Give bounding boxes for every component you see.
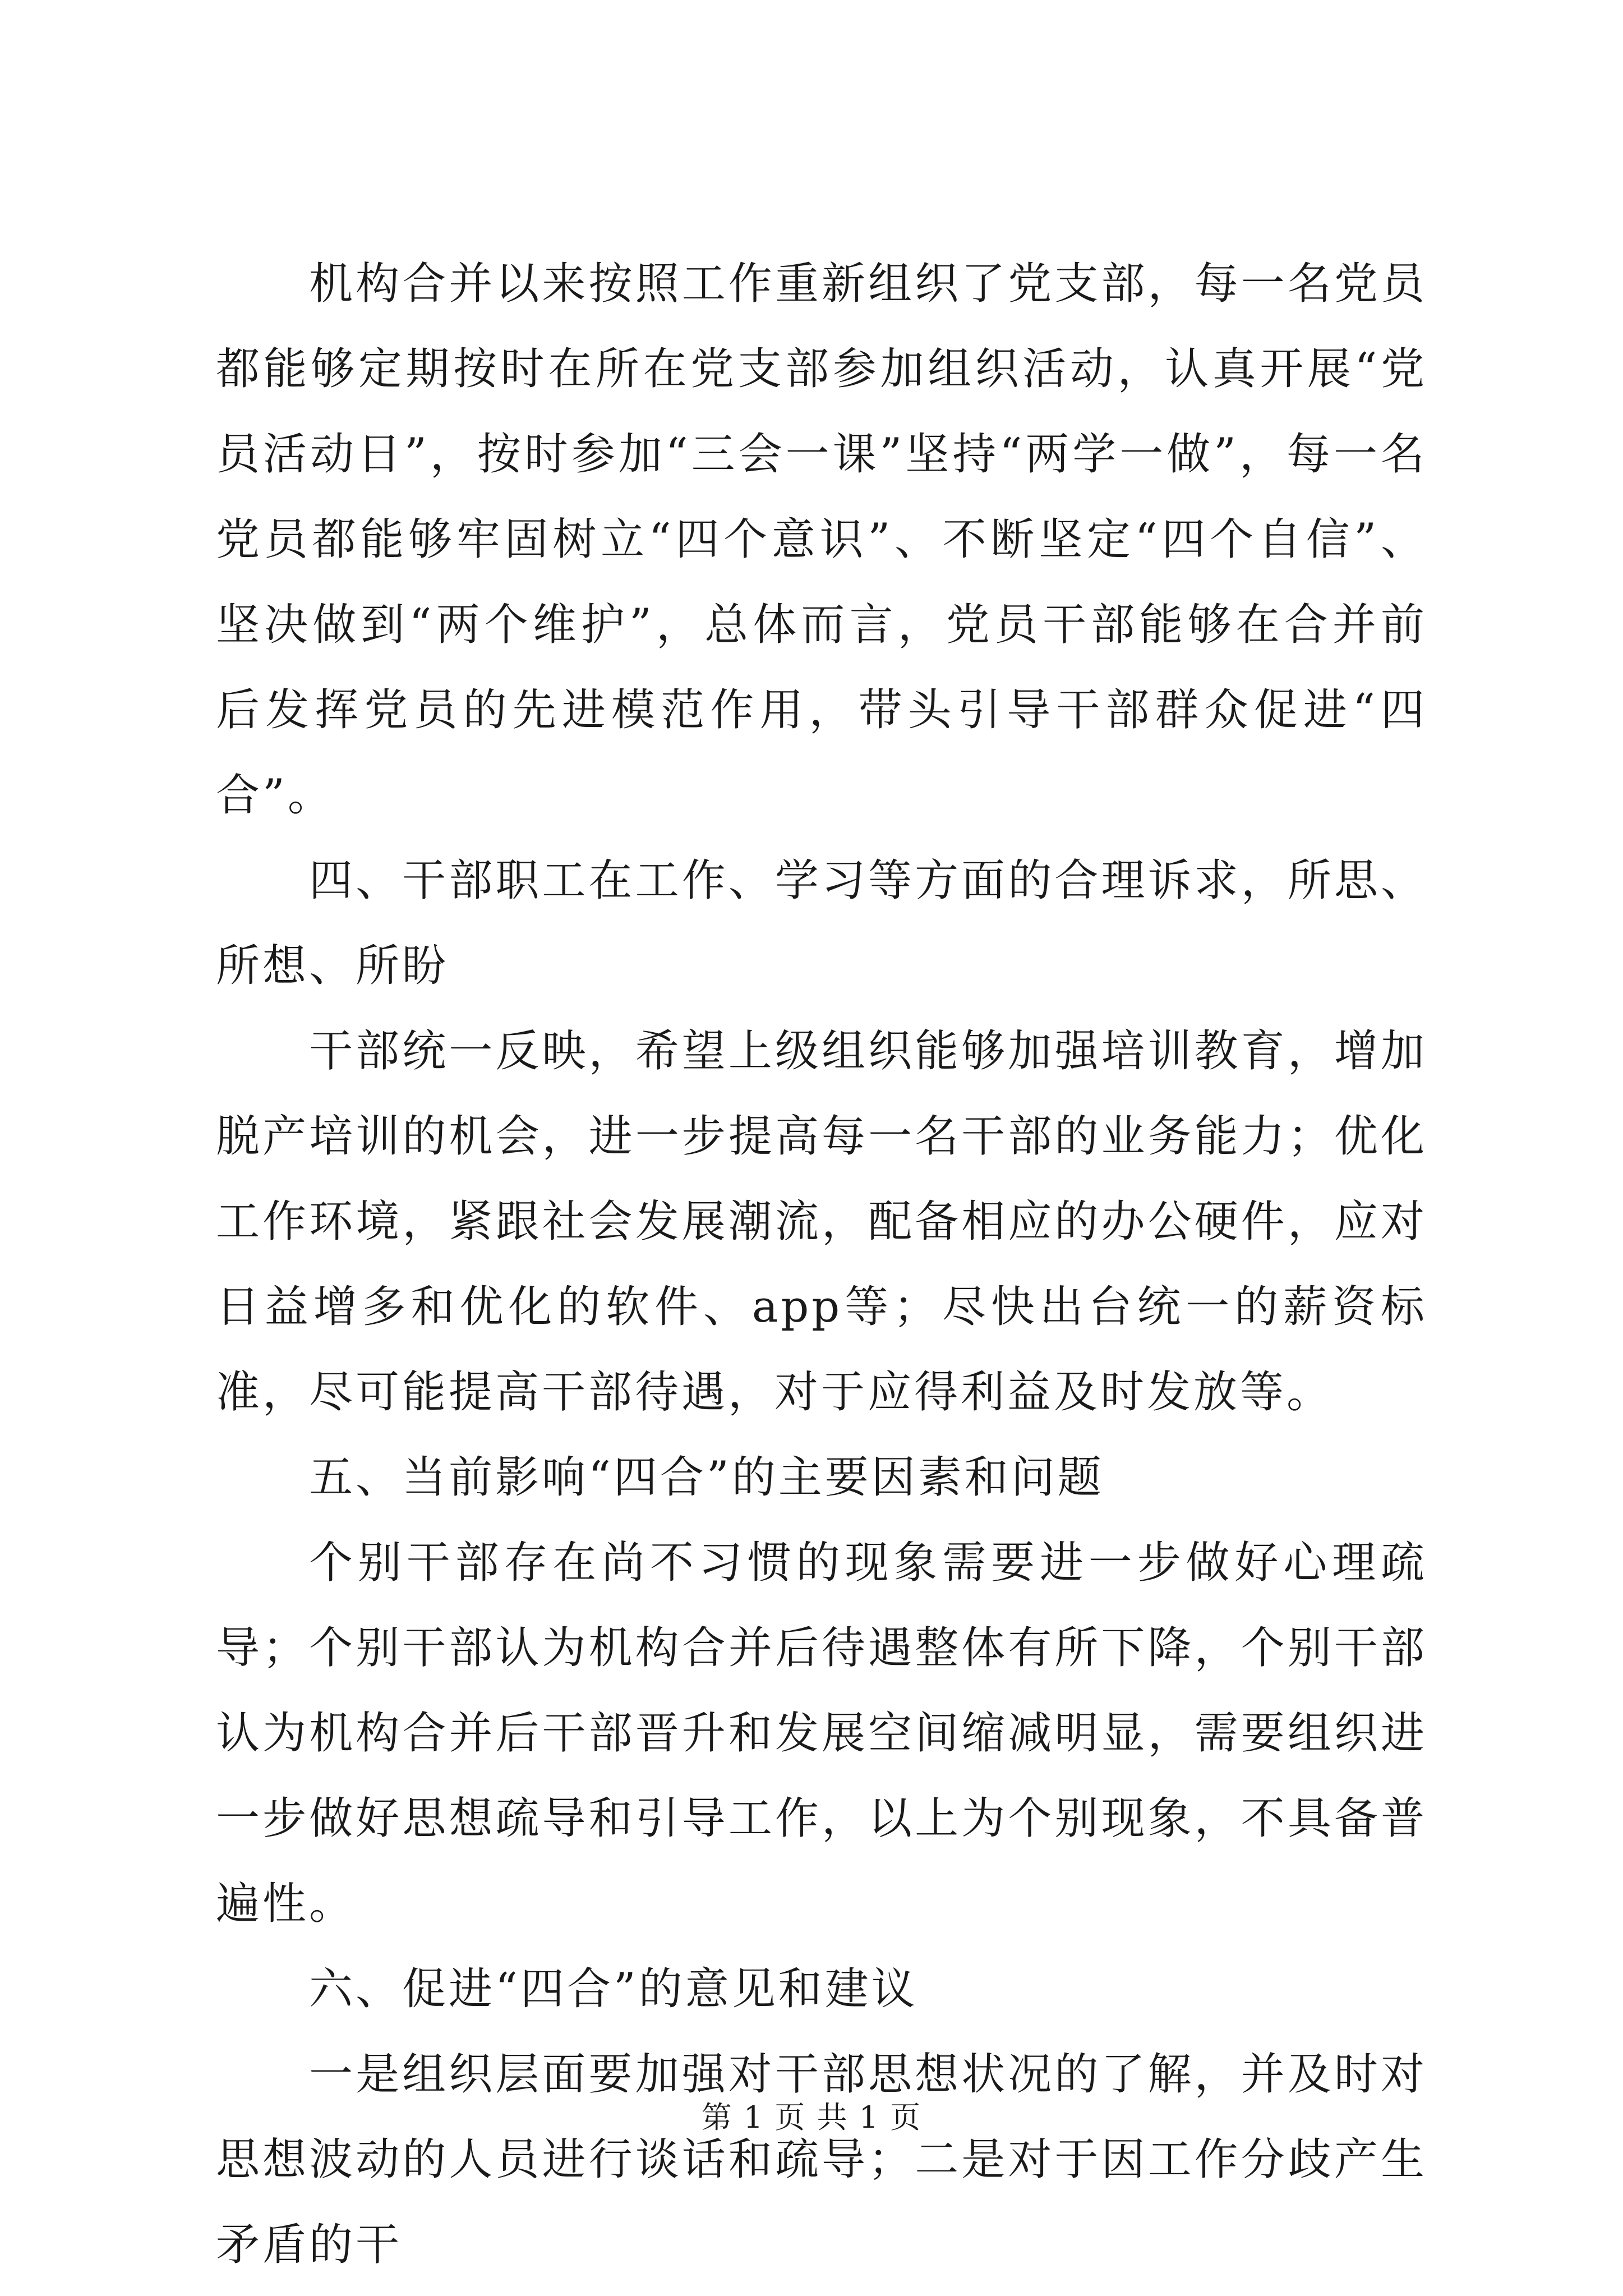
section-heading-six: 六、促进“四合”的意见和建议 bbox=[309, 1964, 918, 2014]
page-footer: 第 1 页 共 1 页 bbox=[701, 2100, 922, 2135]
paragraph-party-branch: 机构合并以来按照工作重新组织了党支部，每一名党员都能够定期按时在所在党支部参加组织活动，认真开展“党员活动日”，按时参加“三会一课”坚持“两学一做”，每一名党员都能够牢固树立“四个意识”、不断坚定“四个自信”、坚决做到“两个维护”，总体而言，党员干部能够在合并前后发挥党员的先进模范作用，带头引导干部群众促进“四合”。 bbox=[216, 259, 1427, 821]
section-heading-four: 四、干部职工在工作、学习等方面的合理诉求，所思、所想、所盼 bbox=[216, 855, 1427, 991]
document-body bbox=[216, 241, 1427, 2288]
paragraph-suggestions: 一是组织层面要加强对干部思想状况的了解，并及时对思想波动的人员进行谈话和疏导；二是对于因工作分歧产生矛盾的干 bbox=[216, 2049, 1427, 2270]
paragraph-main-issues: 个别干部存在尚不习惯的现象需要进一步做好心理疏导；个别干部认为机构合并后待遇整体有所下降，个别干部认为机构合并后干部晋升和发展空间缩减明显，需要组织进一步做好思想疏导和引导工作，以上为个别现象，不具备普遍性。 bbox=[216, 1538, 1427, 1929]
section-heading-five: 五、当前影响“四合”的主要因素和问题 bbox=[309, 1452, 1104, 1503]
paragraph-cadre-demands: 干部统一反映，希望上级组织能够加强培训教育，增加脱产培训的机会，进一步提高每一名干部的业务能力；优化工作环境，紧跟社会发展潮流，配备相应的办公硬件，应对日益增多和优化的软件、app等；尽快出台统一的薪资标准，尽可能提高干部待遇，对于应得利益及时发放等。 bbox=[216, 1026, 1427, 1418]
